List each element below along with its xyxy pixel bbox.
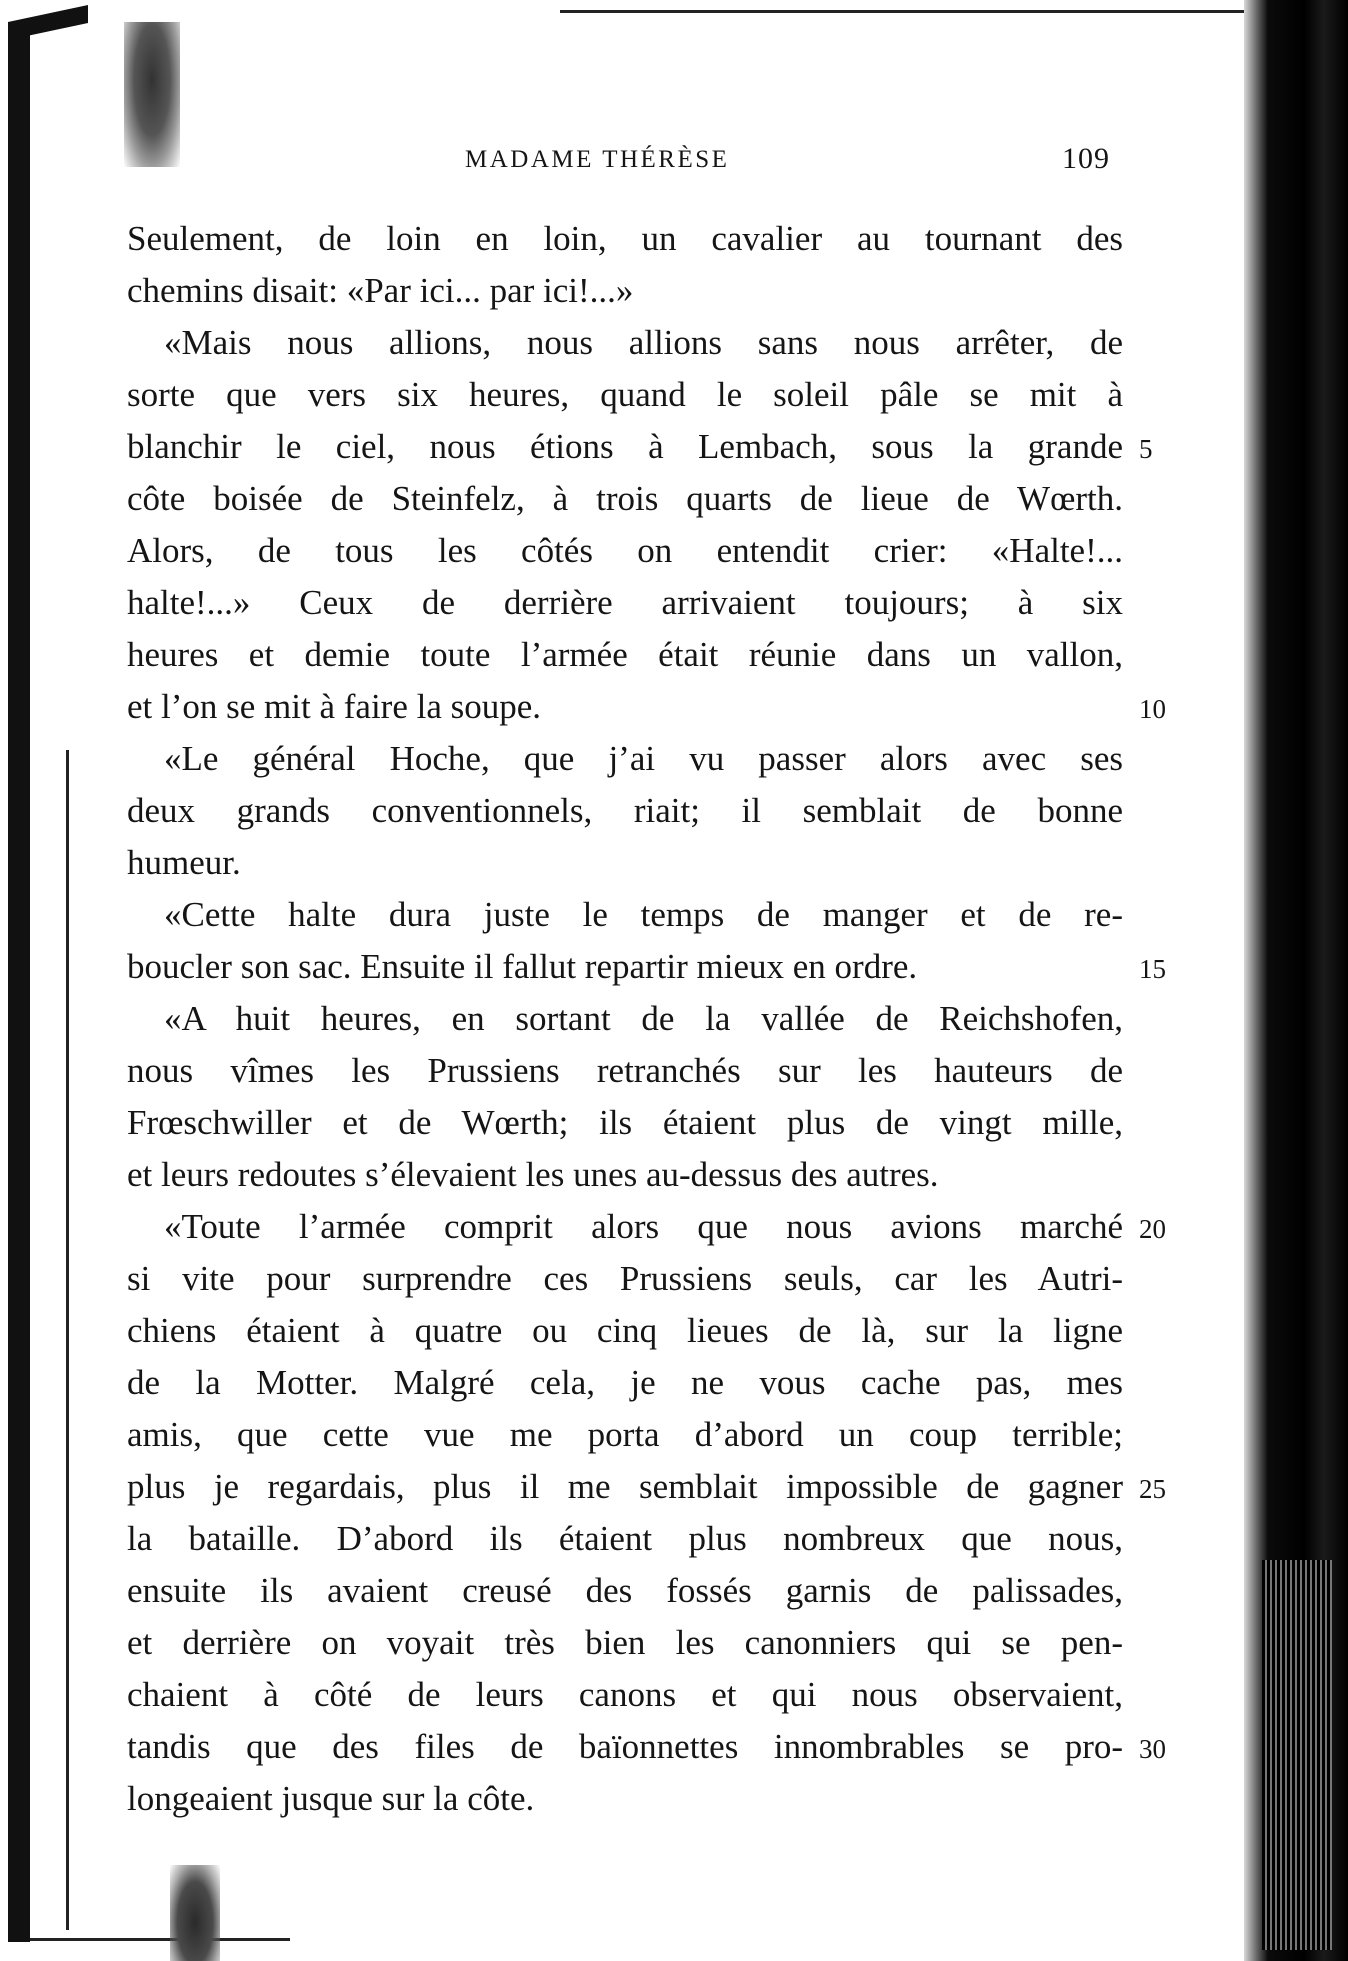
- text-line: [127, 681, 1166, 733]
- text-line: [127, 577, 1123, 629]
- text-line-content: si vite pour surprendre ces Prussiens seuls, car les Autri-: [127, 1259, 1123, 1298]
- text-line-content: chaient à côté de leurs canons et qui nous observaient,: [127, 1675, 1123, 1714]
- text-line-content: blanchir le ciel, nous étions à Lembach, sous la grande: [127, 427, 1123, 466]
- scan-smudge-bottom: [170, 1865, 220, 1961]
- text-line-content: nous vîmes les Prussiens retranchés sur les hauteurs de: [127, 1051, 1123, 1090]
- text-line: [127, 1409, 1123, 1461]
- text-line-content: côte boisée de Steinfelz, à trois quarts de lieue de Wœrth.: [127, 479, 1123, 518]
- scan-left-edge-cap: [8, 5, 88, 40]
- text-line: [127, 785, 1123, 837]
- text-line-content: et derrière on voyait très bien les canonniers qui se pen-: [127, 1623, 1123, 1662]
- text-line-content: sorte que vers six heures, quand le soleil pâle se mit à: [127, 375, 1123, 414]
- text-line-content: heures et demie toute l’armée était réunie dans un vallon,: [127, 635, 1123, 674]
- text-line-content: «Mais nous allions, nous allions sans nous arrêter, de: [164, 323, 1123, 362]
- scan-right-edge-stripes: [1262, 1560, 1332, 1950]
- text-line-content: longeaient jusque sur la côte.: [127, 1779, 535, 1818]
- text-line: [127, 733, 1123, 785]
- text-line-content: Alors, de tous les côtés on entendit crier: «Halte!...: [127, 531, 1123, 570]
- text-line: [127, 1253, 1123, 1305]
- text-line: [127, 1669, 1123, 1721]
- text-line-content: deux grands conventionnels, riait; il semblait de bonne: [127, 791, 1123, 830]
- text-line-content: «A huit heures, en sortant de la vallée de Reichshofen,: [164, 999, 1123, 1038]
- text-line: [127, 1097, 1123, 1149]
- line-number: 20: [1139, 1214, 1166, 1244]
- text-line: [127, 1513, 1123, 1565]
- text-line-content: amis, que cette vue me porta d’abord un coup terrible;: [127, 1415, 1123, 1454]
- text-line-content: humeur.: [127, 843, 241, 882]
- text-line: [127, 889, 1123, 941]
- text-line: [127, 421, 1153, 473]
- text-line-content: de la Motter. Malgré cela, je ne vous cache pas, mes: [127, 1363, 1123, 1402]
- text-line-content: plus je regardais, plus il me semblait impossible de gagner: [127, 1467, 1123, 1506]
- text-line: [127, 473, 1123, 525]
- line-number: 30: [1139, 1734, 1166, 1764]
- text-line: [127, 265, 1123, 317]
- scan-left-edge: [8, 22, 30, 1942]
- text-line: [127, 993, 1123, 1045]
- text-line: [127, 1305, 1123, 1357]
- text-line-content: chiens étaient à quatre ou cinq lieues de là, sur la ligne: [127, 1311, 1123, 1350]
- text-line-content: «Cette halte dura juste le temps de manger et de re-: [164, 895, 1123, 934]
- text-line: [127, 1357, 1123, 1409]
- text-line-content: halte!...» Ceux de derrière arrivaient toujours; à six: [127, 583, 1123, 622]
- text-line-content: «Le général Hoche, que j’ai vu passer alors avec ses: [164, 739, 1123, 778]
- text-line-content: la bataille. D’abord ils étaient plus nombreux que nous,: [127, 1519, 1123, 1558]
- running-title: MADAME THÉRÈSE: [465, 146, 730, 173]
- text-line: [127, 213, 1123, 265]
- text-line: [127, 1565, 1123, 1617]
- line-number: 5: [1139, 434, 1153, 464]
- text-line: [127, 1201, 1166, 1253]
- text-line-content: tandis que des files de baïonnettes innombrables se pro-: [127, 1727, 1123, 1766]
- text-line: [127, 1149, 1123, 1201]
- scan-bottom-rule: [30, 1938, 290, 1941]
- text-line-content: chemins disait: «Par ici... par ici!...»: [127, 271, 634, 310]
- text-line-content: Frœschwiller et de Wœrth; ils étaient plus de vingt mille,: [127, 1103, 1123, 1142]
- text-line: [127, 1617, 1123, 1669]
- scan-top-rule: [560, 10, 1260, 13]
- body-text: [127, 213, 1166, 1825]
- scan-left-rule: [66, 750, 69, 1930]
- text-line-content: et l’on se mit à faire la soupe.: [127, 687, 542, 726]
- text-line-content: boucler son sac. Ensuite il fallut repartir mieux en ordre.: [127, 947, 918, 986]
- line-number: 25: [1139, 1474, 1166, 1504]
- page-number: 109: [1062, 142, 1110, 175]
- text-line: [127, 1045, 1123, 1097]
- text-line: [127, 1721, 1166, 1773]
- text-line: [127, 1461, 1166, 1513]
- text-line: [127, 369, 1123, 421]
- text-line: [127, 525, 1123, 577]
- text-line-content: et leurs redoutes s’élevaient les unes au-dessus des autres.: [127, 1155, 939, 1194]
- text-line: [127, 1773, 1123, 1825]
- text-line: [127, 941, 1166, 993]
- line-number: 15: [1139, 954, 1166, 984]
- text-line-content: Seulement, de loin en loin, un cavalier au tournant des: [127, 219, 1123, 258]
- scan-smudge-top: [124, 22, 180, 167]
- text-line-content: «Toute l’armée comprit alors que nous avions marché: [164, 1207, 1123, 1246]
- text-line-content: ensuite ils avaient creusé des fossés garnis de palissades,: [127, 1571, 1123, 1610]
- line-number: 10: [1139, 694, 1166, 724]
- text-line: [127, 837, 1123, 889]
- text-line: [127, 317, 1123, 369]
- text-line: [127, 629, 1123, 681]
